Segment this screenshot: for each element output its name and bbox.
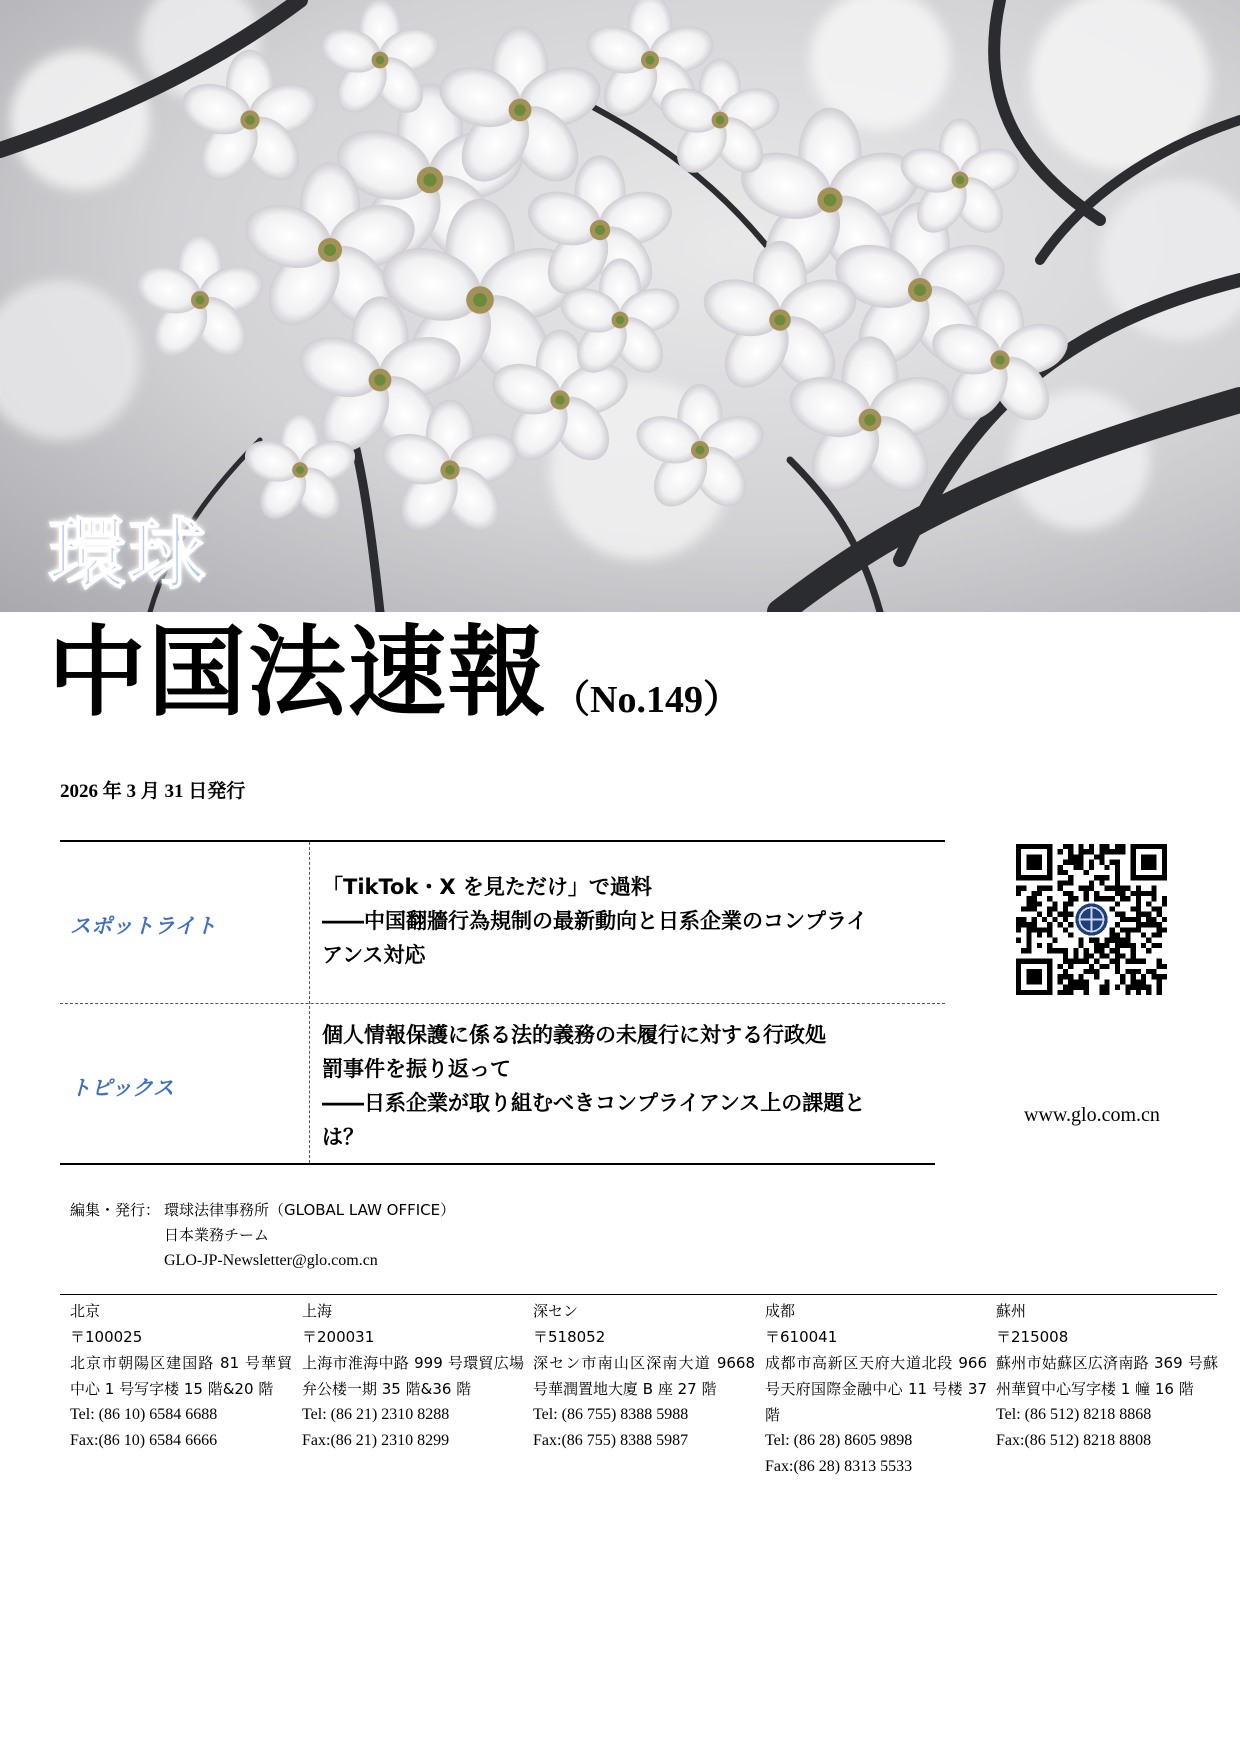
spotlight-line-3: アンス対応: [322, 943, 426, 967]
office-address: 上海市淮海中路 999 号環貿広場弁公楼一期 35 階&36 階: [302, 1354, 524, 1398]
topics-line-2: 罰事件を振り返って: [322, 1057, 511, 1081]
publisher-label: 編集・発行：: [70, 1201, 161, 1219]
offices-divider: [60, 1294, 1217, 1295]
table-column-divider: [309, 842, 310, 1163]
office-suzhou: [996, 1298, 1218, 1454]
contents-table: [60, 840, 945, 1165]
publisher-email[interactable]: GLO-JP-Newsletter@glo.com.cn: [164, 1252, 378, 1269]
table-bottom-rule: [60, 1163, 935, 1165]
office-city: 成都: [765, 1302, 796, 1320]
office-shenzhen: [533, 1298, 755, 1454]
office-tel: Tel: (86 755) 8388 5988: [533, 1406, 689, 1423]
table-top-rule: [60, 840, 945, 842]
office-address: 北京市朝陽区建国路 81 号華貿中心 1 号写字楼 15 階&20 階: [70, 1354, 292, 1398]
office-zip: 〒518052: [533, 1328, 606, 1346]
topics-article-title[interactable]: [322, 1018, 937, 1154]
office-city: 北京: [70, 1302, 101, 1320]
office-fax: Fax:(86 755) 8388 5987: [533, 1432, 689, 1449]
office-address: 蘇州市姑蘇区広済南路 369 号蘇州華貿中心写字楼 1 幢 16 階: [996, 1354, 1218, 1398]
office-shanghai: [302, 1298, 524, 1454]
office-zip: 〒215008: [996, 1328, 1069, 1346]
office-address: 成都市高新区天府大道北段 966 号天府国際金融中心 11 号楼 37 階: [765, 1354, 987, 1424]
spotlight-article-title[interactable]: [322, 870, 937, 972]
office-zip: 〒610041: [765, 1328, 838, 1346]
office-beijing: [70, 1298, 292, 1454]
office-zip: 〒100025: [70, 1328, 143, 1346]
office-city: 上海: [302, 1302, 333, 1320]
table-row-divider: [60, 1003, 945, 1004]
topics-tag: トピックス: [70, 1076, 174, 1100]
newsletter-title: 中国法速報: [48, 616, 549, 730]
office-address: 深セン市南山区深南大道 9668 号華潤置地大廈 B 座 27 階: [533, 1354, 755, 1398]
office-tel: Tel: (86 28) 8605 9898: [765, 1432, 913, 1449]
topics-line-1: 個人情報保護に係る法的義務の未履行に対する行政処: [322, 1023, 826, 1047]
topics-line-4: は？: [322, 1125, 364, 1149]
spotlight-line-1: 「TikTok・X を見ただけ」で過料: [322, 875, 652, 899]
office-fax: Fax:(86 10) 6584 6666: [70, 1432, 218, 1449]
brand-logo-text: 環球: [48, 510, 209, 600]
office-city: 蘇州: [996, 1302, 1027, 1320]
topics-line-3: ――日系企業が取り組むべきコンプライアンス上の課題と: [322, 1091, 866, 1115]
office-city: 深セン: [533, 1302, 579, 1320]
spotlight-line-2: ――中国翻牆行為規制の最新動向と日系企業のコンプライ: [322, 909, 868, 933]
office-fax: Fax:(86 28) 8313 5533: [765, 1458, 913, 1475]
office-tel: Tel: (86 21) 2310 8288: [302, 1406, 450, 1423]
office-fax: Fax:(86 512) 8218 8808: [996, 1432, 1152, 1449]
office-chengdu: [765, 1298, 987, 1480]
office-zip: 〒200031: [302, 1328, 375, 1346]
publisher-team: 日本業務チーム: [164, 1226, 270, 1244]
office-fax: Fax:(86 21) 2310 8299: [302, 1432, 450, 1449]
issue-date: 2026 年 3 月 31 日発行: [60, 781, 246, 802]
office-tel: Tel: (86 512) 8218 8868: [996, 1406, 1152, 1423]
spotlight-tag: スポットライト: [70, 914, 217, 938]
publisher-firm: 環球法律事務所（GLOBAL LAW OFFICE）: [164, 1201, 456, 1219]
cover-photo-cherry-blossoms: [0, 0, 1240, 612]
office-tel: Tel: (86 10) 6584 6688: [70, 1406, 218, 1423]
qr-code-icon[interactable]: [1016, 844, 1167, 995]
issue-number: （No.149）: [552, 679, 741, 721]
website-url[interactable]: www.glo.com.cn: [1024, 1104, 1160, 1126]
